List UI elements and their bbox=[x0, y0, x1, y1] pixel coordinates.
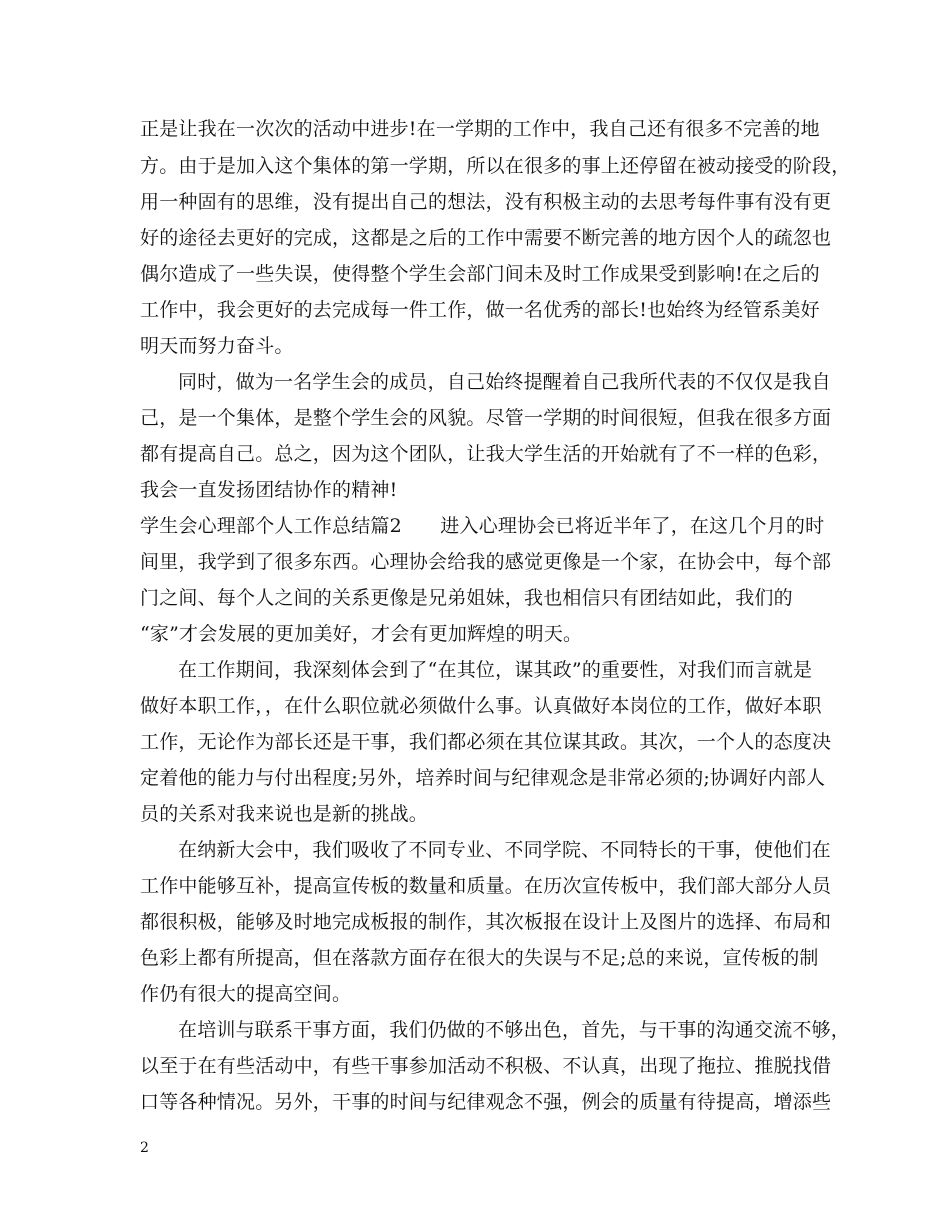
text-line: 间里，我学到了很多东西。心理协会给我的感觉更像是一个家，在协会中，每个部 bbox=[140, 551, 832, 573]
paragraph-start-line: 同时，做为一名学生会的成员，自己始终提醒着自己我所代表的不仅仅是我自 bbox=[178, 371, 831, 393]
paragraph-start-line: 在工作期间，我深刻体会到了“在其位，谋其政”的重要性，对我们而言就是 bbox=[178, 659, 813, 681]
text-line: 偶尔造成了一些失误，使得整个学生会部门间未及时工作成果受到影响!在之后的 bbox=[140, 263, 820, 285]
text-line: 我会一直发扬团结协作的精神! bbox=[140, 479, 398, 501]
text-line: 工作中能够互补，提高宣传板的数量和质量。在历次宣传板中，我们部大部分人员 bbox=[140, 875, 832, 897]
page-number: 2 bbox=[140, 1140, 149, 1156]
text-line: 色彩上都有所提高，但在落款方面存在很大的失误与不足;总的来说，宣传板的制 bbox=[140, 947, 819, 969]
section-heading-line: 学生会心理部个人工作总结篇2 进入心理协会已将近半年了，在这几个月的时 bbox=[140, 515, 825, 537]
text-line: 定着他的能力与付出程度;另外，培养时间与纪律观念是非常必须的;协调好内部人 bbox=[140, 767, 826, 789]
text-line: 门之间、每个人之间的关系更像是兄弟姐妹，我也相信只有团结如此，我们的 bbox=[140, 587, 793, 609]
text-line: 己，是一个集体，是整个学生会的风貌。尽管一学期的时间很短，但我在很多方面 bbox=[140, 407, 832, 429]
text-line: 明天而努力奋斗。 bbox=[140, 335, 294, 357]
paragraph-start-line: 在培训与联系干事方面，我们仍做的不够出色，首先，与干事的沟通交流不够， bbox=[178, 1019, 851, 1041]
text-line: “家”才会发展的更加美好，才会有更加辉煌的明天。 bbox=[140, 623, 583, 645]
text-line: 好的途径去更好的完成，这都是之后的工作中需要不断完善的地方因个人的疏忽也 bbox=[140, 227, 832, 249]
text-line: 口等各种情况。另外，干事的时间与纪律观念不强，例会的质量有待提高，增添些 bbox=[140, 1091, 832, 1113]
text-line: 员的关系对我来说也是新的挑战。 bbox=[140, 803, 429, 825]
text-line: 都很积极，能够及时地完成板报的制作，其次板报在设计上及图片的选择、布局和 bbox=[140, 911, 832, 933]
text-line: 都有提高自己。总之，因为这个团队，让我大学生活的开始就有了不一样的色彩， bbox=[140, 443, 832, 465]
text-line: 以至于在有些活动中，有些干事参加活动不积极、不认真，出现了拖拉、推脱找借 bbox=[140, 1055, 832, 1077]
text-line: 用一种固有的思维，没有提出自己的想法，没有积极主动的去思考每件事有没有更 bbox=[140, 191, 832, 213]
text-line: 正是让我在一次次的活动中进步!在一学期的工作中，我自己还有很多不完善的地 bbox=[140, 118, 820, 140]
text-line: 方。由于是加入这个集体的第一学期，所以在很多的事上还停留在被动接受的阶段， bbox=[140, 155, 851, 177]
text-line: 作仍有很大的提高空间。 bbox=[140, 983, 352, 1005]
text-line: 做好本职工作，，在什么职位就必须做什么事。认真做好本岗位的工作，做好本职 bbox=[140, 695, 822, 717]
text-line: 工作，无论作为部长还是干事，我们都必须在其位谋其政。其次，一个人的态度决 bbox=[140, 731, 832, 753]
paragraph-start-line: 在纳新大会中，我们吸收了不同专业、不同学院、不同特长的干事，使他们在 bbox=[178, 839, 831, 861]
text-line: 工作中，我会更好的去完成每一件工作，做一名优秀的部长!也始终为经管系美好 bbox=[140, 299, 820, 321]
